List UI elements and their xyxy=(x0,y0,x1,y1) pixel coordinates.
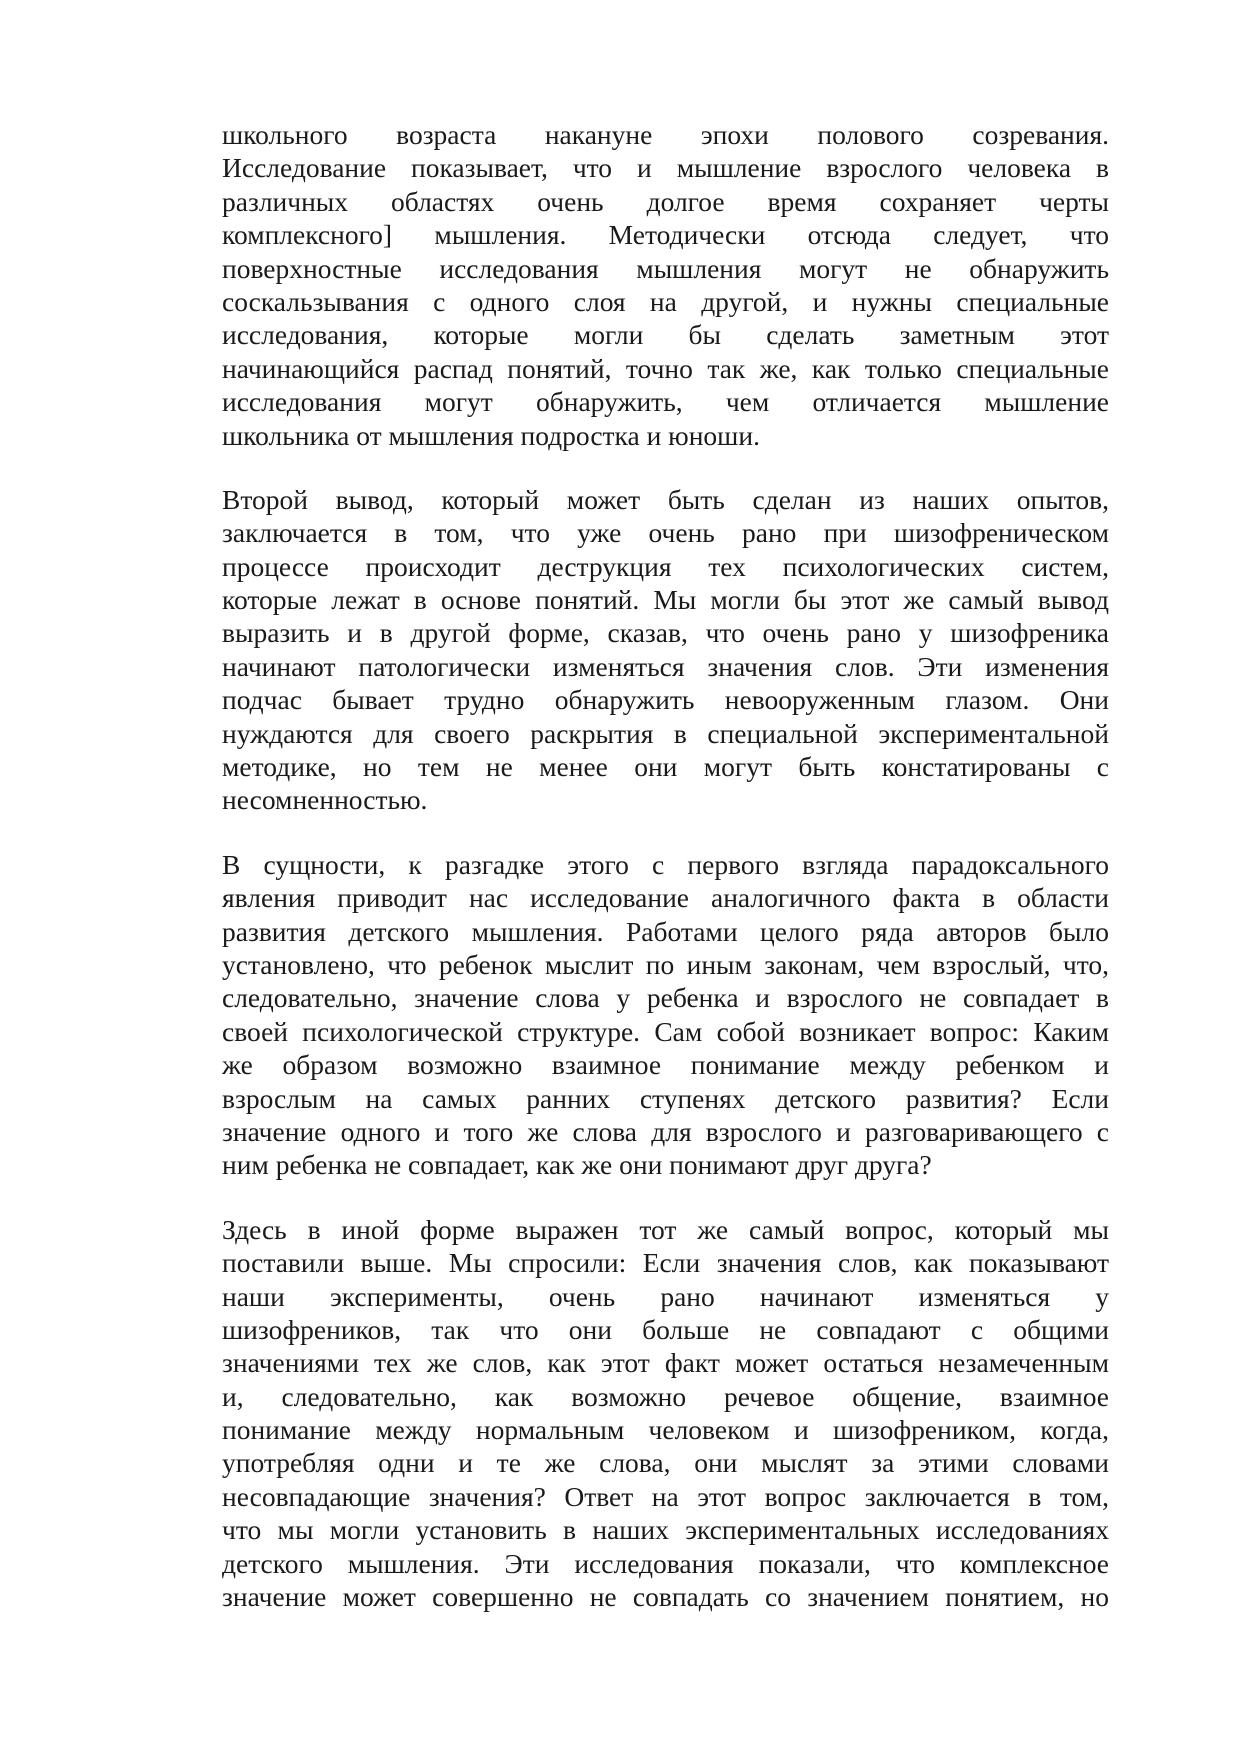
text-line: значениями тех же слов, как этот факт может остаться незамеченным xyxy=(222,1347,1109,1379)
text-line: начинают патологически изменяться значения слов. Эти изменения xyxy=(222,650,1109,682)
text-line: В сущности, к разгадке этого с первого взгляда парадоксального xyxy=(222,848,1109,880)
text-line: начинающийся распад понятий, точно так же, как только специальные xyxy=(222,352,1109,384)
paragraph-1 xyxy=(222,118,1109,452)
text-line: которые лежат в основе понятий. Мы могли бы этот же самый вывод xyxy=(222,584,1109,616)
text-body xyxy=(222,118,1109,1613)
text-line: различных областях очень долгое время сохраняет черты xyxy=(222,185,1109,217)
text-line: понимание между нормальным человеком и шизофреником, когда, xyxy=(222,1414,1109,1446)
text-line: детского мышления. Эти исследования показали, что комплексное xyxy=(222,1547,1109,1579)
text-line: заключается в том, что уже очень рано при шизофреническом xyxy=(222,517,1109,549)
paragraph-2 xyxy=(222,483,1109,817)
paragraph-3 xyxy=(222,848,1109,1182)
text-line: взрослым на самых ранних ступенях детского развития? Если xyxy=(222,1082,1109,1114)
text-line: и, следовательно, как возможно речевое общение, взаимное xyxy=(222,1380,1109,1412)
text-line: исследования, которые могли бы сделать заметным этот xyxy=(222,319,1109,351)
text-line: явления приводит нас исследование аналогичного факта в области xyxy=(222,882,1109,914)
text-line: значение может совершенно не совпадать со значением понятием, но xyxy=(222,1581,1109,1613)
text-line: комплексного] мышления. Методически отсюда следует, что xyxy=(222,219,1109,251)
text-line: нуждаются для своего раскрытия в специальной экспериментальной xyxy=(222,717,1109,749)
text-line: исследования могут обнаружить, чем отличается мышление xyxy=(222,386,1109,418)
text-line: методике, но тем не менее они могут быть констатированы с xyxy=(222,751,1109,783)
text-line: развития детского мышления. Работами целого ряда авторов было xyxy=(222,915,1109,947)
text-line: поверхностные исследования мышления могут не обнаружить xyxy=(222,252,1109,284)
paragraph-gap xyxy=(222,452,1109,483)
text-line: ним ребенка не совпадает, как же они понимают друг друга? xyxy=(222,1149,932,1181)
text-line: процессе происходит деструкция тех психологических систем, xyxy=(222,550,1109,582)
text-line: Здесь в иной форме выражен тот же самый вопрос, который мы xyxy=(222,1213,1109,1245)
text-line: Второй вывод, который может быть сделан из наших опытов, xyxy=(222,483,1109,515)
text-line: следовательно, значение слова у ребенка и взрослого не совпадает в xyxy=(222,982,1109,1014)
paragraph-4 xyxy=(222,1213,1109,1614)
text-line: выразить и в другой форме, сказав, что очень рано у шизофреника xyxy=(222,617,1109,649)
text-line: употребляя одни и те же слова, они мыслят за этими словами xyxy=(222,1447,1109,1479)
text-line: соскальзывания с одного слоя на другой, и нужны специальные xyxy=(222,285,1109,317)
text-line: своей психологической структуре. Сам собой возникает вопрос: Каким xyxy=(222,1015,1109,1047)
text-line: значение одного и того же слова для взрослого и разговаривающего с xyxy=(222,1115,1109,1147)
text-line: поставили выше. Мы спросили: Если значения слов, как показывают xyxy=(222,1247,1109,1279)
text-line: несовпадающие значения? Ответ на этот вопрос заключается в том, xyxy=(222,1480,1109,1512)
text-line: школьного возраста накануне эпохи полового созревания. xyxy=(222,119,1109,150)
text-line: шизофреников, так что они больше не совпадают с общими xyxy=(222,1313,1109,1345)
paragraph-gap xyxy=(222,1182,1109,1213)
text-line: же образом возможно взаимное понимание между ребенком и xyxy=(222,1049,1109,1081)
text-line: школьника от мышления подростка и юноши. xyxy=(222,419,760,451)
text-line: подчас бывает трудно обнаружить невооруженным глазом. Они xyxy=(222,684,1109,716)
text-line: что мы могли установить в наших экспериментальных исследованиях xyxy=(222,1514,1109,1546)
text-line: несомненностью. xyxy=(222,784,428,816)
text-line: установлено, что ребенок мыслит по иным законам, чем взрослый, что, xyxy=(222,948,1109,980)
text-line: наши эксперименты, очень рано начинают изменяться у xyxy=(222,1280,1109,1312)
paragraph-gap xyxy=(222,817,1109,848)
text-line: Исследование показывает, что и мышление взрослого человека в xyxy=(222,152,1109,184)
